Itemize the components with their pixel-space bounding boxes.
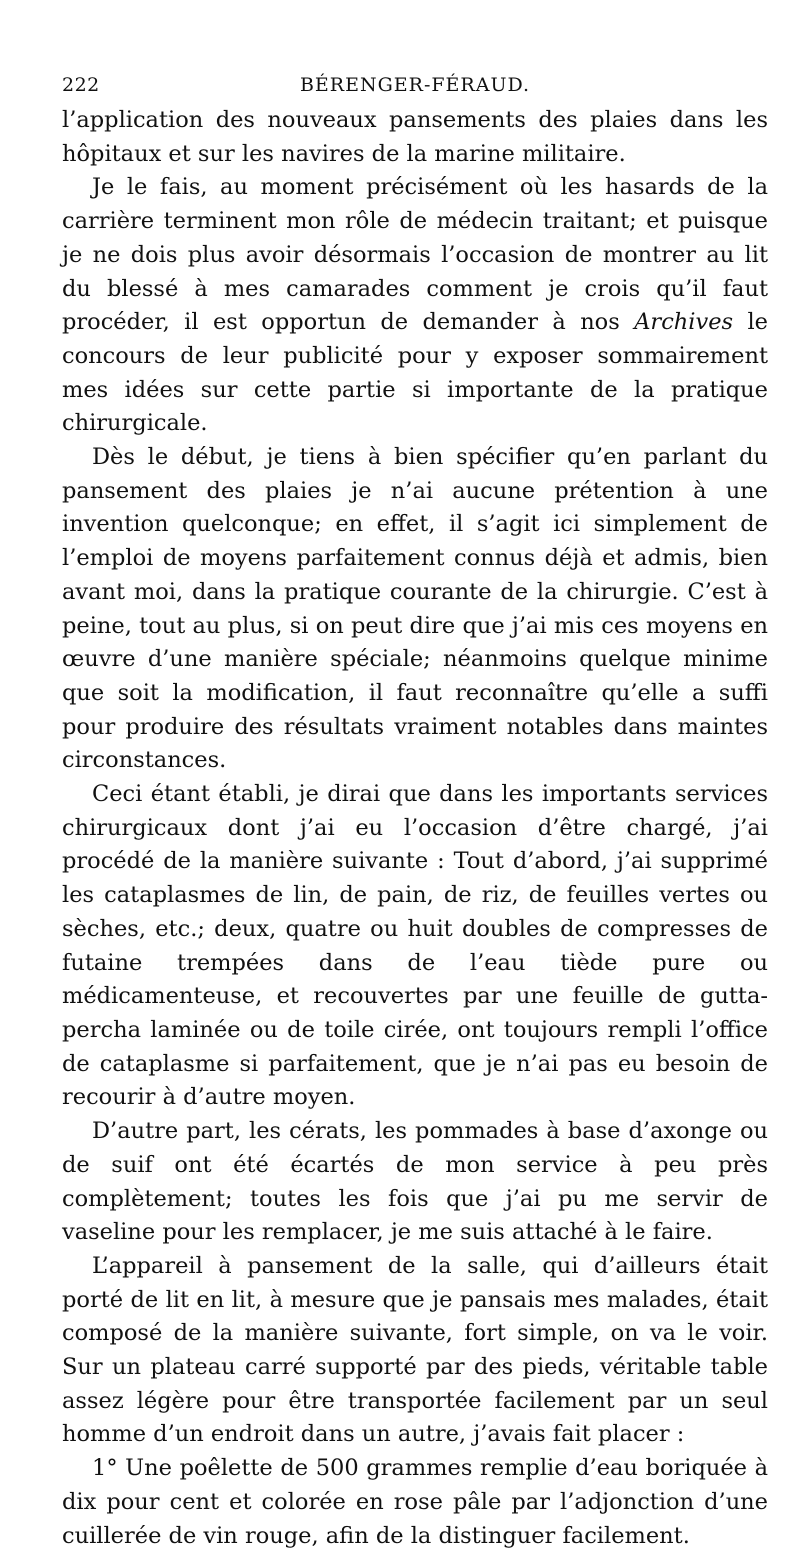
paragraph-7: 1° Une poêlette de 500 grammes remplie d’eau boriquée à dix pour cent et colorée en rose pâle par l’adjonction d’une cuillerée de vin rouge, afin de la distinguer facilement. (62, 1455, 768, 1549)
paragraph-2: Je le fais, au moment précisément où les hasards de la carrière terminent mon rôle de médecin traitant; et puisque je ne dois plus avoir désormais l’occasion de montrer au lit du blessé à mes camarades comment je crois qu’il faut procéder, il est opportun de demander à nos Archives le concours de leur publicité pour y exposer sommairement mes idées sur cette partie si importante de la pratique chirurgicale. (62, 174, 768, 437)
paragraph-5: D’autre part, les cérats, les pommades à base d’axonge ou de suif ont été écartés de mon service à peu près complètement; toutes les fois que j’ai pu me servir de vaseline pour les remplacer, je me suis attaché à le faire. (62, 1118, 768, 1246)
journal-title: Archives (634, 309, 734, 336)
paragraph-3: Dès le début, je tiens à bien spécifier qu’en parlant du pansement des plaies je n’ai aucune prétention à une invention quelconque; en effet, il s’agit ici simplement de l’emploi de moyens parfaitement connus déjà et admis, bien avant moi, dans la pratique courante de la chirurgie. C’est à peine, tout au plus, si on peut dire que j’ai mis ces moyens en œuvre d’une manière spéciale; néanmoins quelque minime que soit la modification, il faut reconnaître qu’elle a suffi pour produire des résultats vraiment notables dans maintes circonstances. (62, 444, 768, 774)
running-title: BÉRENGER-FÉRAUD. (299, 74, 531, 96)
body-text (62, 104, 768, 1553)
page-number: 222 (62, 74, 100, 96)
book-page (62, 68, 768, 1553)
paragraph-6: L’appareil à pansement de la salle, qui d’ailleurs était porté de lit en lit, à mesure que je pansais mes malades, était composé de la manière suivante, fort simple, on va le voir. Sur un plateau carré supporté par des pieds, véritable table assez légère pour être transportée facilement par un seul homme d’un endroit dans un autre, j’avais fait placer : (62, 1252, 768, 1448)
running-head (62, 68, 768, 104)
paragraph-4: Ceci étant établi, je dirai que dans les importants services chirurgicaux dont j’ai eu l’occasion d’être chargé, j’ai procédé de la manière suivante : Tout d’abord, j’ai supprimé les cataplasmes de lin, de pain, de riz, de feuilles vertes ou sèches, etc.; deux, quatre ou huit doubles de compresses de futaine trempées dans de l’eau tiède pure ou médicamenteuse, et recouvertes par une feuille de gutta-percha laminée ou de toile cirée, ont toujours rempli l’office de cataplasme si parfaitement, que je n’ai pas eu besoin de recourir à d’autre moyen. (62, 781, 768, 1111)
paragraph-1: l’application des nouveaux pansements des plaies dans les hôpitaux et sur les navires de la marine militaire. (62, 107, 768, 167)
